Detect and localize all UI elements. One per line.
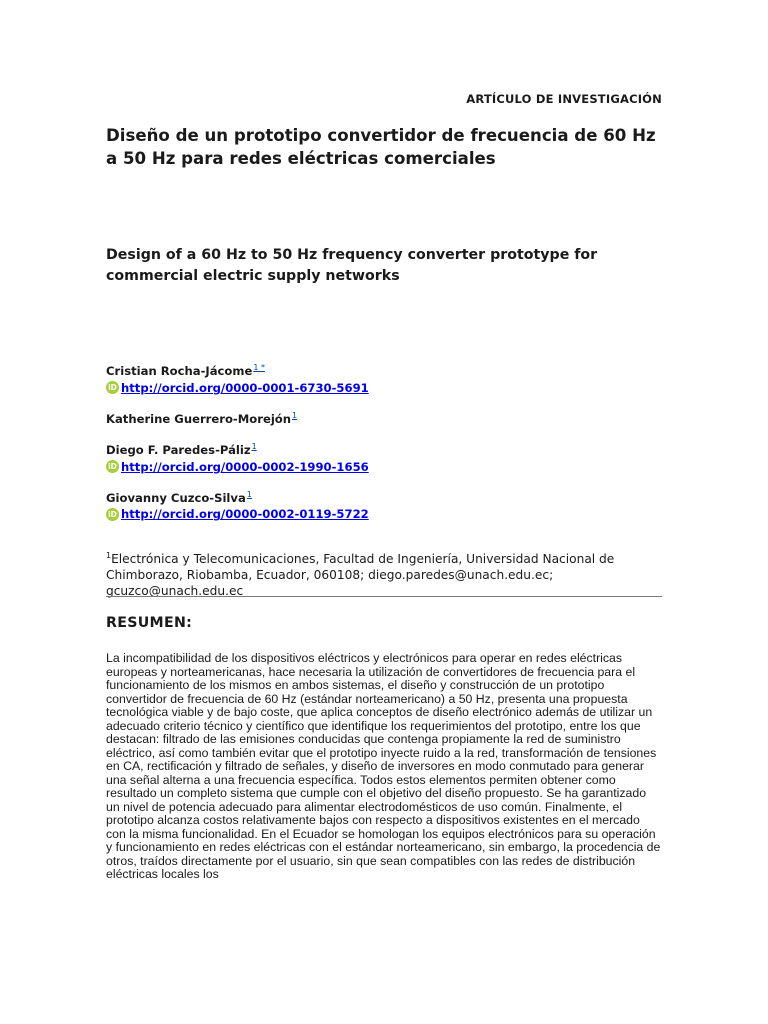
affiliation-note	[106, 548, 662, 599]
title-spanish: Diseño de un prototipo convertidor de frecuencia de 60 Hz a 50 Hz para redes eléctricas comerciales	[106, 126, 656, 168]
author-list	[106, 360, 662, 534]
author-name: Cristian Rocha-Jácome$^{1 *}$	[106, 363, 265, 378]
author-entry	[106, 439, 662, 475]
orcid-line	[106, 506, 662, 522]
title-english: Design of a 60 Hz to 50 Hz frequency converter prototype for commercial electric supply networks	[106, 247, 598, 284]
author-entry	[106, 408, 662, 427]
affiliation-marker-link[interactable]: 1	[292, 410, 298, 420]
orcid-link[interactable]: http://orcid.org/0000-0001-6730-5691	[121, 380, 369, 395]
author-name: Giovanny Cuzco-Silva$^1$	[106, 489, 252, 505]
section-divider	[106, 596, 662, 597]
affiliation-marker-link[interactable]: 1	[246, 489, 252, 499]
author-entry	[106, 487, 662, 523]
orcid-link[interactable]: http://orcid.org/0000-0002-0119-5722	[121, 507, 369, 522]
orcid-link[interactable]: http://orcid.org/0000-0002-1990-1656	[121, 459, 369, 474]
abstract-body: La incompatibilidad de los dispositivos eléctricos y electrónicos para operar en redes eléctricas europeas y norteamericanas, hace necesaria la utilización de convertidores de frecuencia para el funcionamiento de los mismos en ambos sistemas, el diseño y construcción de un prototipo convertidor de frecuencia de 60 Hz (estándar norteamericano) a 50 Hz, presenta una propuesta tecnológica viable y de bajo coste, que aplica conceptos de diseño electrónico además de utilizar un adecuado criterio técnico y científico que identifique los requerimientos del prototipo, entre los que destacan: filtrado de las emisiones conducidas que contenga propiamente la red de suministro eléctrico, así como también evitar que el prototipo inyecte ruido a la red, transformación de tensiones en CA, rectificación y filtrado de señales, y diseño de inversores en modo conmutado para generar una señal alterna a una frecuencia específica. Todos estos elementos permiten obtener como resultado un completo sistema que cumple con el objetivo del diseño propuesto. Se ha garantizado un nivel de potencia adecuado para alimentar electrodomésticos de uso común. Finalmente, el prototipo alcanza costos relativamente bajos con respecto a dispositivos existentes en el mercado con la misma funcionalidad. En el Ecuador se homologan los equipos electrónicos para su operación y funcionamiento en redes eléctricas con el estándar norteamericano, sin embargo, la procedencia de otros, traídos directamente por el usuario, sin que sean compatibles con las redes de distribución eléctricas locales los	[106, 651, 661, 881]
orcid-icon: iD	[106, 460, 119, 473]
orcid-line	[106, 380, 662, 396]
affiliation-marker-link[interactable]: 1 *	[253, 363, 265, 372]
author-name: Diego F. Paredes-Páliz$^1$	[106, 441, 257, 457]
author-name: Katherine Guerrero-Morejón$^1$	[106, 410, 298, 426]
author-entry	[106, 360, 662, 396]
affiliation-marker-link[interactable]: 1	[251, 441, 257, 451]
affiliation-text: Electrónica y Telecomunicaciones, Facultad de Ingeniería, Universidad Nacional de Chimborazo, Riobamba, Ecuador, 060108; diego.paredes@unach.edu.ec; gcuzco@unach.edu.ec	[106, 552, 615, 599]
article-type-label: ARTÍCULO DE INVESTIGACIÓN	[466, 92, 662, 106]
orcid-icon: iD	[106, 381, 119, 394]
orcid-icon: iD	[106, 508, 119, 521]
affiliation-marker: 1	[106, 551, 112, 560]
orcid-line	[106, 459, 662, 475]
abstract-heading: RESUMEN:	[106, 615, 193, 631]
